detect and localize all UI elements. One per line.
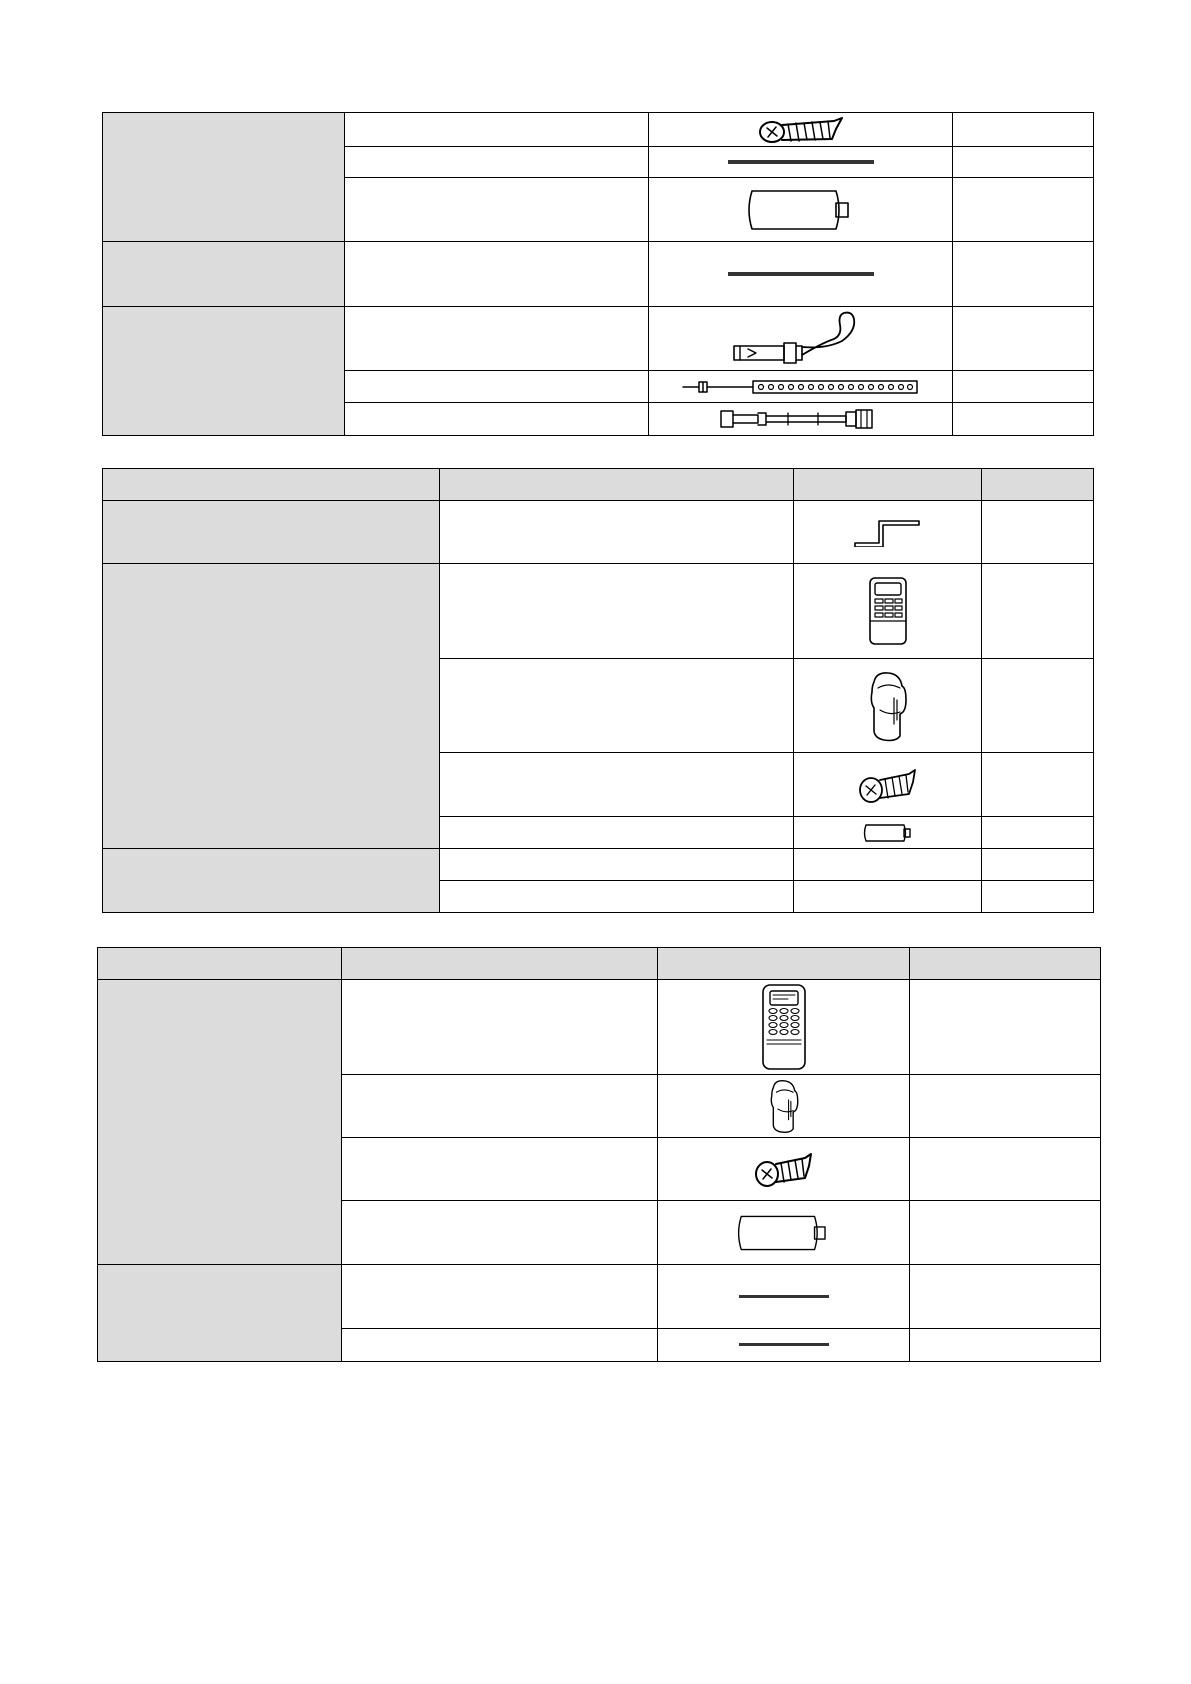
tube-line-icon	[726, 269, 876, 279]
item-qty-cell	[953, 371, 1094, 403]
item-qty-cell	[910, 1265, 1101, 1329]
item-qty-cell	[953, 403, 1094, 436]
item-image-cell	[649, 147, 953, 178]
item-qty-cell	[953, 242, 1094, 307]
battery-icon	[736, 1211, 832, 1255]
item-qty-cell	[910, 1138, 1101, 1201]
item-qty-cell	[982, 849, 1094, 881]
remote-controller-large-icon	[758, 982, 810, 1072]
item-image-cell	[794, 881, 982, 913]
item-name-cell	[342, 1329, 658, 1362]
item-name-cell	[440, 881, 794, 913]
accessory-table-1	[102, 112, 1094, 436]
item-qty-cell	[953, 147, 1094, 178]
expansion-hook-bolt-icon	[726, 309, 876, 369]
tapping-screw-icon	[857, 764, 919, 806]
item-name-cell	[345, 371, 649, 403]
perforated-strip-icon	[681, 377, 921, 397]
group-label-cell	[103, 113, 345, 242]
table-row	[103, 849, 1094, 881]
item-image-cell	[649, 403, 953, 436]
item-qty-cell	[910, 1329, 1101, 1362]
item-name-cell	[342, 1075, 658, 1138]
item-name-cell	[342, 1265, 658, 1329]
item-image-cell	[658, 980, 910, 1075]
table-row	[98, 980, 1101, 1075]
item-name-cell	[345, 403, 649, 436]
header-cell	[98, 948, 342, 980]
tapping-screw-icon	[753, 1148, 815, 1190]
item-name-cell	[342, 1201, 658, 1265]
table-row	[98, 1265, 1101, 1329]
accessory-table-2	[102, 468, 1094, 913]
item-qty-cell	[982, 817, 1094, 849]
item-qty-cell	[953, 113, 1094, 147]
item-qty-cell	[982, 753, 1094, 817]
item-image-cell	[658, 1138, 910, 1201]
item-name-cell	[440, 501, 794, 564]
group-label-cell	[103, 501, 440, 564]
item-name-cell	[342, 980, 658, 1075]
item-qty-cell	[953, 178, 1094, 242]
item-name-cell	[345, 147, 649, 178]
item-qty-cell	[910, 1075, 1101, 1138]
table-header-row	[103, 469, 1094, 501]
table-row	[103, 307, 1094, 371]
item-image-cell	[794, 564, 982, 659]
tube-line-icon	[726, 157, 876, 167]
group-label-cell	[103, 849, 440, 913]
battery-small-icon	[860, 822, 916, 844]
header-cell	[658, 948, 910, 980]
group-label-cell	[98, 980, 342, 1265]
remote-holder-icon	[866, 668, 910, 744]
item-image-cell	[649, 242, 953, 307]
item-qty-cell	[910, 980, 1101, 1075]
item-image-cell	[658, 1265, 910, 1329]
table-row	[103, 242, 1094, 307]
item-name-cell	[345, 178, 649, 242]
group-label-cell	[103, 242, 345, 307]
item-image-cell	[794, 501, 982, 564]
header-cell	[440, 469, 794, 501]
header-cell	[910, 948, 1101, 980]
item-qty-cell	[982, 881, 1094, 913]
tapping-screw-icon	[756, 115, 846, 145]
item-name-cell	[342, 1138, 658, 1201]
header-cell	[794, 469, 982, 501]
item-name-cell	[440, 817, 794, 849]
accessory-table-3	[97, 947, 1101, 1362]
group-label-cell	[103, 307, 345, 436]
group-label-cell	[103, 564, 440, 849]
item-image-cell	[658, 1201, 910, 1265]
item-name-cell	[440, 753, 794, 817]
table-row	[103, 501, 1094, 564]
item-name-cell	[440, 564, 794, 659]
item-image-cell	[658, 1329, 910, 1362]
item-qty-cell	[953, 307, 1094, 371]
item-image-cell	[794, 849, 982, 881]
item-image-cell	[649, 307, 953, 371]
item-image-cell	[794, 753, 982, 817]
item-image-cell	[649, 371, 953, 403]
item-name-cell	[345, 242, 649, 307]
battery-icon	[746, 187, 856, 233]
item-name-cell	[345, 307, 649, 371]
group-label-cell	[98, 1265, 342, 1362]
table-header-row	[98, 948, 1101, 980]
item-qty-cell	[982, 501, 1094, 564]
item-name-cell	[345, 113, 649, 147]
item-name-cell	[440, 849, 794, 881]
threaded-rod-nut-icon	[718, 407, 883, 431]
item-image-cell	[649, 113, 953, 147]
item-qty-cell	[982, 659, 1094, 753]
table-row	[103, 113, 1094, 147]
item-qty-cell	[910, 1201, 1101, 1265]
tube-line-icon	[737, 1293, 831, 1301]
step-bracket-icon	[853, 517, 923, 547]
header-cell	[103, 469, 440, 501]
item-image-cell	[649, 178, 953, 242]
item-name-cell	[440, 659, 794, 753]
item-qty-cell	[982, 564, 1094, 659]
remote-controller-icon	[866, 575, 910, 647]
item-image-cell	[658, 1075, 910, 1138]
item-image-cell	[794, 659, 982, 753]
header-cell	[342, 948, 658, 980]
tube-line-icon	[737, 1341, 831, 1349]
remote-holder-icon	[764, 1077, 804, 1135]
table-row	[103, 564, 1094, 659]
header-cell	[982, 469, 1094, 501]
item-image-cell	[794, 817, 982, 849]
